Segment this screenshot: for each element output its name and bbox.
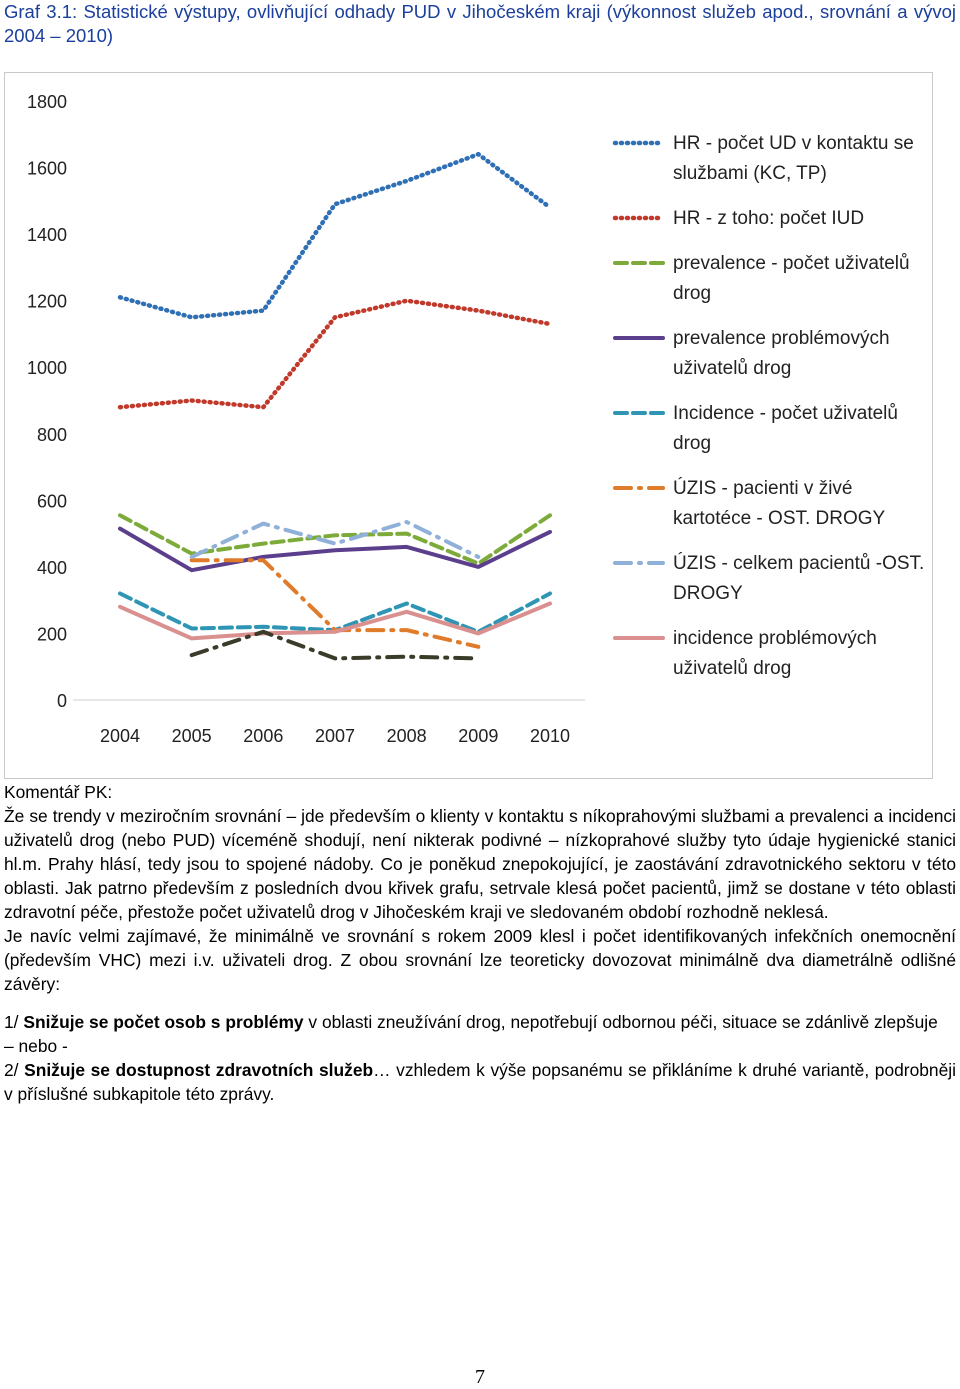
legend-label-5: Incidence - počet uživatelů [673,403,898,424]
x-tick-label: 2008 [386,726,427,746]
legend-label-3: prevalence - počet uživatelů [673,253,910,274]
option-2-bold: Snižuje se dostupnost zdravotních služeb [24,1060,374,1080]
option-1-text: v oblasti zneužívání drog, nepotřebují odbornou péči, situace se zdánlivě zlepšuje [303,1012,938,1032]
series-line-3 [120,515,550,563]
option-1-prefix: 1/ [4,1012,24,1032]
x-tick-label: 2006 [243,726,284,746]
figure-caption: Graf 3.1: Statistické výstupy, ovlivňující odhady PUD v Jihočeském kraji (výkonnost služeb apod., srovnání a vývoj 2004 – 2010) [4,1,956,46]
x-tick-label: 2005 [171,726,212,746]
y-tick-label: 1600 [26,158,67,179]
y-tick-label: 400 [36,557,67,578]
legend-label-4: prevalence problémových [673,328,890,349]
line-chart [5,73,932,778]
y-tick-label: 0 [56,691,67,711]
chart-frame [4,72,933,779]
x-tick-label: 2010 [529,726,571,746]
legend-label-5: drog [673,433,712,454]
option-1 [4,1010,956,1034]
legend-label-8: incidence problémových [673,628,877,649]
x-tick-label: 2004 [99,726,141,746]
x-tick-label: 2007 [314,726,356,746]
y-tick-label: 1000 [26,358,67,379]
legend-label-6: ÚZIS - pacienti v živé [673,478,853,499]
x-tick-label: 2009 [458,726,499,746]
y-tick-label: 1800 [26,92,67,112]
option-2-text: … vzhledem k výše popsanému se přikláníme k druhé variantě, podrobněji v příslušné subkapitole této zprávy. [4,1060,957,1104]
legend-label-3: drog [673,283,712,304]
option-2 [4,1058,956,1106]
y-tick-label: 1400 [26,225,67,246]
comment-paragraph-1: Že se trendy v meziročním srovnání – jde především o klienty v kontaktu s níkoprahovými službami a prevalenci a incidenci uživatelů drog (nebo PUD) víceméně shodují, není nikterak podivné – nízkoprahové služby tyto údaje hygienické stanici hl.m. Prahy hlásí, tedy jsou to spojené nádoby. Co je poněkud znepokojující, je zaostávání zdravotnického sektoru v této oblasti. Jak patrno především z posledních dvou křivek grafu, setrvale klesá počet pacientů, jimž se dostane v této oblasti zdravotní péče, přestože počet uživatelů drog v Jihočeském kraji ve sledovaném období rozhodně neklesá. [4,806,956,922]
comment-paragraph-2: Je navíc velmi zajímavé, že minimálně ve srovnání s rokem 2009 klesl i počet identifikovaných infekčních onemocnění (především VHC) mezi i.v. uživateli drog. Z obou srovnání lze teoreticky dovozovat minimálně dva diametrálně odlišné závěry: [4,926,956,994]
series-line-1 [120,154,550,317]
legend-label-7: DROGY [673,583,743,604]
option-1-bold: Snižuje se počet osob s problémy [23,1012,304,1032]
legend-label-6: kartotéce - OST. DROGY [673,508,886,529]
legend-label-1: HR - počet UD v kontaktu se [673,133,914,154]
y-tick-label: 800 [36,424,67,445]
page-number: 7 [475,1366,485,1388]
comment-heading: Komentář PK: [4,782,113,802]
comment-section [4,780,956,1106]
legend-label-4: uživatelů drog [673,358,792,379]
y-tick-label: 200 [36,624,67,645]
option-2-prefix: 2/ [4,1060,25,1080]
y-tick-label: 1200 [26,291,67,312]
legend-label-7: ÚZIS - celkem pacientů -OST. [673,553,925,574]
legend-label-1: službami (KC, TP) [673,163,827,184]
legend-label-2: HR - z toho: počet IUD [673,208,865,229]
series-line-8 [120,604,550,639]
or-line: – nebo - [4,1036,68,1056]
series-line-5 [120,594,550,632]
y-tick-label: 600 [36,491,67,512]
legend-label-8: uživatelů drog [673,658,792,679]
